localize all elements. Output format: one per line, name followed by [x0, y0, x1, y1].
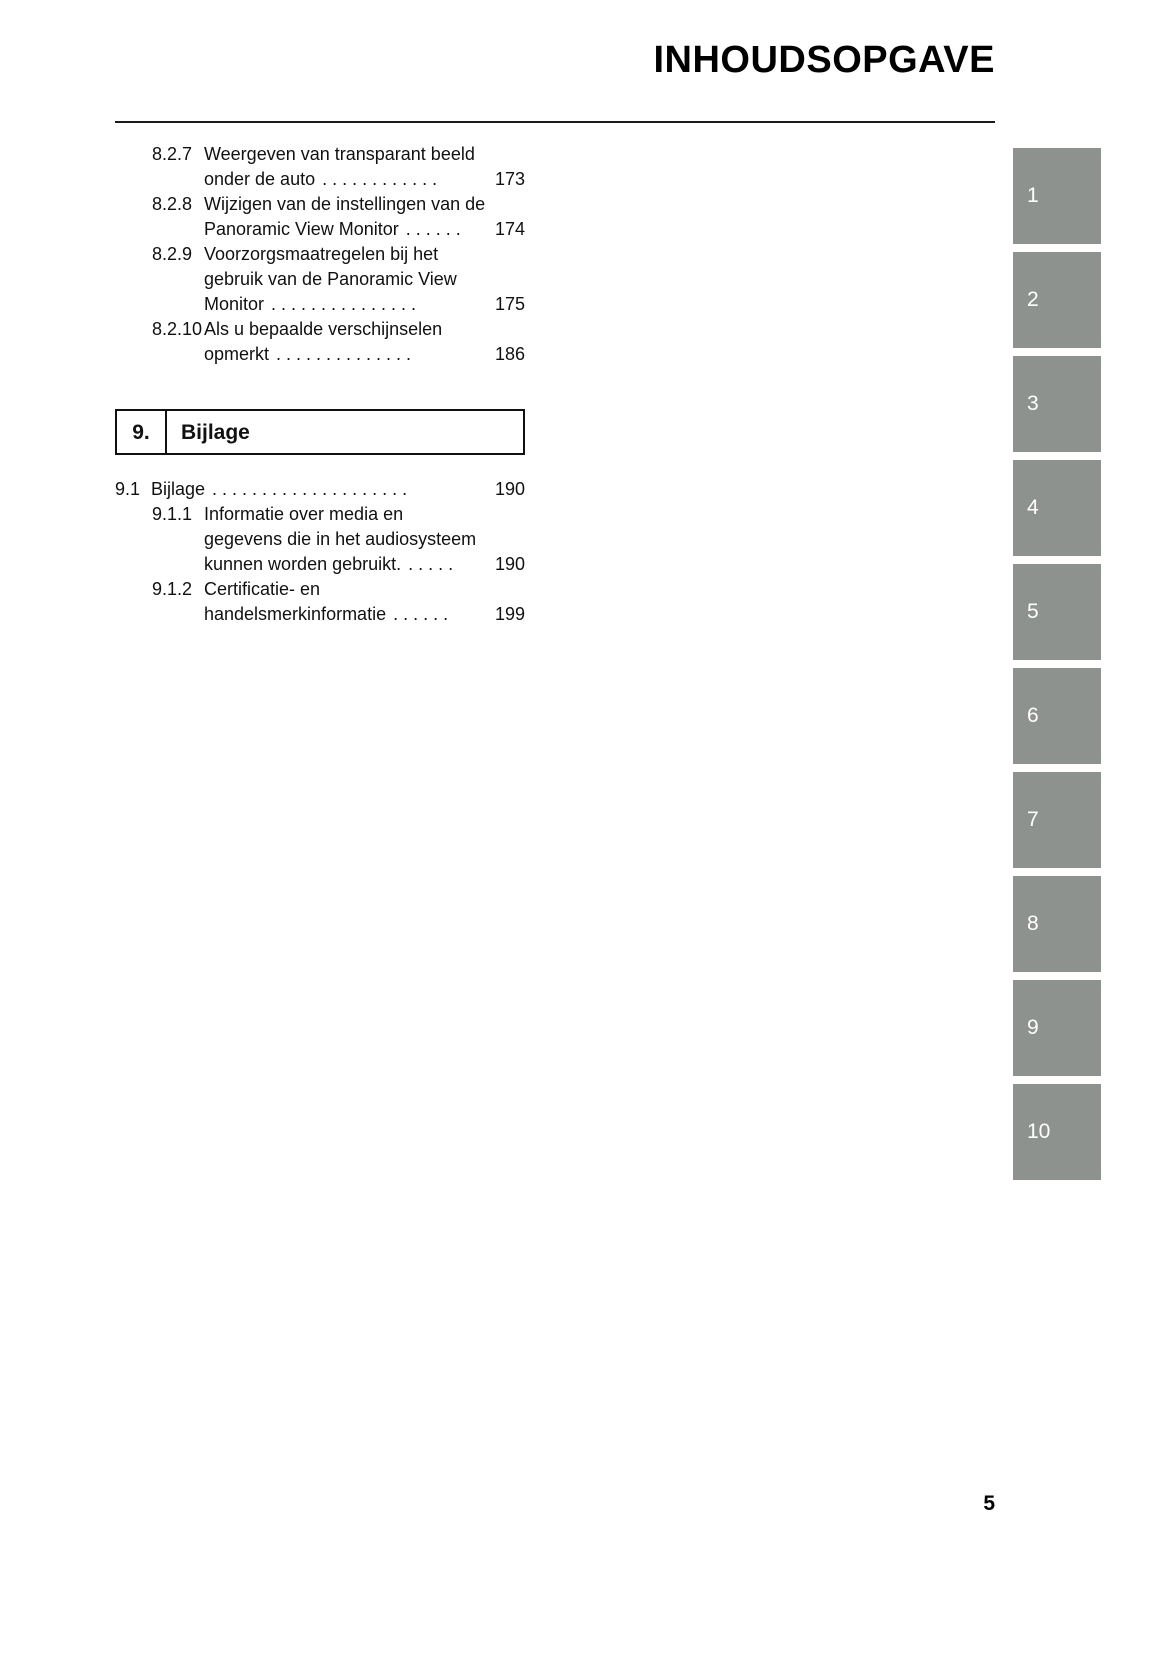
entry-number: 8.2.8: [152, 194, 193, 214]
chapter-tab-1: [1013, 148, 1101, 244]
entry-line: [204, 242, 525, 267]
entry-number: 9.1.2: [152, 579, 193, 599]
entry-body: [204, 502, 525, 577]
page-ref: 173: [494, 169, 525, 189]
tab-label: 8: [1027, 912, 1039, 935]
toc-entry: [115, 242, 525, 317]
toc-entry: [115, 477, 525, 502]
entry-number: 9.1: [115, 479, 141, 499]
entry-body: [151, 477, 525, 502]
entry-text: Panoramic View Monitor: [204, 219, 399, 239]
entry-text: Informatie over media en: [204, 504, 404, 524]
entry-line: [204, 142, 525, 167]
entry-line: [204, 317, 525, 342]
chapter-tab-7: [1013, 772, 1101, 868]
entry-line: [204, 602, 525, 627]
page-ref: 175: [494, 294, 525, 314]
section-header-box: [115, 409, 525, 455]
dot-leader: . . . . . .: [405, 219, 461, 239]
page-ref: 186: [494, 344, 525, 364]
chapter-tab-10: [1013, 1084, 1101, 1180]
chapter-tab-3: [1013, 356, 1101, 452]
entry-text: gegevens die in het audiosysteem: [204, 529, 477, 549]
entry-body: [204, 317, 525, 367]
header-divider: [115, 121, 995, 123]
entry-text: kunnen worden gebruikt.: [204, 554, 402, 574]
entry-number: 8.2.10: [152, 319, 203, 339]
chapter-tab-6: [1013, 668, 1101, 764]
table-of-contents: [115, 142, 525, 627]
entry-body: [204, 242, 525, 317]
tab-label: 1: [1027, 184, 1039, 207]
page-ref: 190: [494, 479, 525, 499]
entry-text: Certificatie- en: [204, 579, 321, 599]
dot-leader: . . . . . . . . . . . . . . .: [271, 294, 417, 314]
toc-entry: [115, 317, 525, 367]
tab-label: 7: [1027, 808, 1039, 831]
tab-label: 5: [1027, 600, 1039, 623]
tab-label: 4: [1027, 496, 1039, 519]
tab-label: 10: [1027, 1120, 1051, 1143]
entry-line: [204, 192, 525, 217]
entry-line: [204, 292, 525, 317]
entry-number: 9.1.1: [152, 504, 193, 524]
entry-text: onder de auto: [204, 169, 316, 189]
entry-line: [204, 577, 525, 602]
tab-label: 3: [1027, 392, 1039, 415]
entry-line: [204, 502, 525, 527]
chapter-tab-2: [1013, 252, 1101, 348]
entry-text: Voorzorgsmaatregelen bij het: [204, 244, 439, 264]
entry-line: [204, 552, 525, 577]
page-ref: 199: [494, 604, 525, 624]
entry-text: Weergeven van transparant beeld: [204, 144, 475, 164]
entry-line: [204, 267, 525, 292]
entry-text: Als u bepaalde verschijnselen: [204, 319, 443, 339]
chapter-tab-strip: [1013, 148, 1101, 1188]
dot-leader: . . . . . . . . . . . . . . . . . . . .: [212, 479, 408, 499]
section-title: Bijlage: [181, 420, 250, 444]
page-ref: 190: [494, 554, 525, 574]
entry-body: [204, 192, 525, 242]
tab-label: 2: [1027, 288, 1039, 311]
entry-line: [204, 167, 525, 192]
page-number: 5: [983, 1492, 995, 1515]
entry-text: opmerkt: [204, 344, 270, 364]
chapter-tab-4: [1013, 460, 1101, 556]
dot-leader: . . . . .: [408, 554, 454, 574]
dot-leader: . . . . . .: [393, 604, 449, 624]
entry-line: [151, 477, 525, 502]
page-ref: 174: [494, 219, 525, 239]
entry-text: Wijzigen van de instellingen van de: [204, 194, 486, 214]
entry-number: 8.2.9: [152, 244, 193, 264]
tab-label: 9: [1027, 1016, 1039, 1039]
chapter-tab-9: [1013, 980, 1101, 1076]
section-number: 9.: [117, 411, 167, 453]
toc-entry: [115, 502, 525, 577]
dot-leader: . . . . . . . . . . . .: [322, 169, 438, 189]
toc-entry: [115, 577, 525, 627]
entry-text: handelsmerkinformatie: [204, 604, 387, 624]
entry-number: 8.2.7: [152, 144, 193, 164]
entry-text: Monitor: [204, 294, 265, 314]
tab-label: 6: [1027, 704, 1039, 727]
entry-text: Bijlage: [151, 479, 206, 499]
entry-text: gebruik van de Panoramic View: [204, 269, 457, 289]
chapter-tab-8: [1013, 876, 1101, 972]
entry-body: [204, 142, 525, 192]
entry-line: [204, 217, 525, 242]
toc-entry: [115, 142, 525, 192]
dot-leader: . . . . . . . . . . . . . .: [276, 344, 412, 364]
entry-body: [204, 577, 525, 627]
entry-line: [204, 342, 525, 367]
page-title: INHOUDSOPGAVE: [653, 39, 995, 81]
chapter-tab-5: [1013, 564, 1101, 660]
entry-line: [204, 527, 525, 552]
toc-entry: [115, 192, 525, 242]
